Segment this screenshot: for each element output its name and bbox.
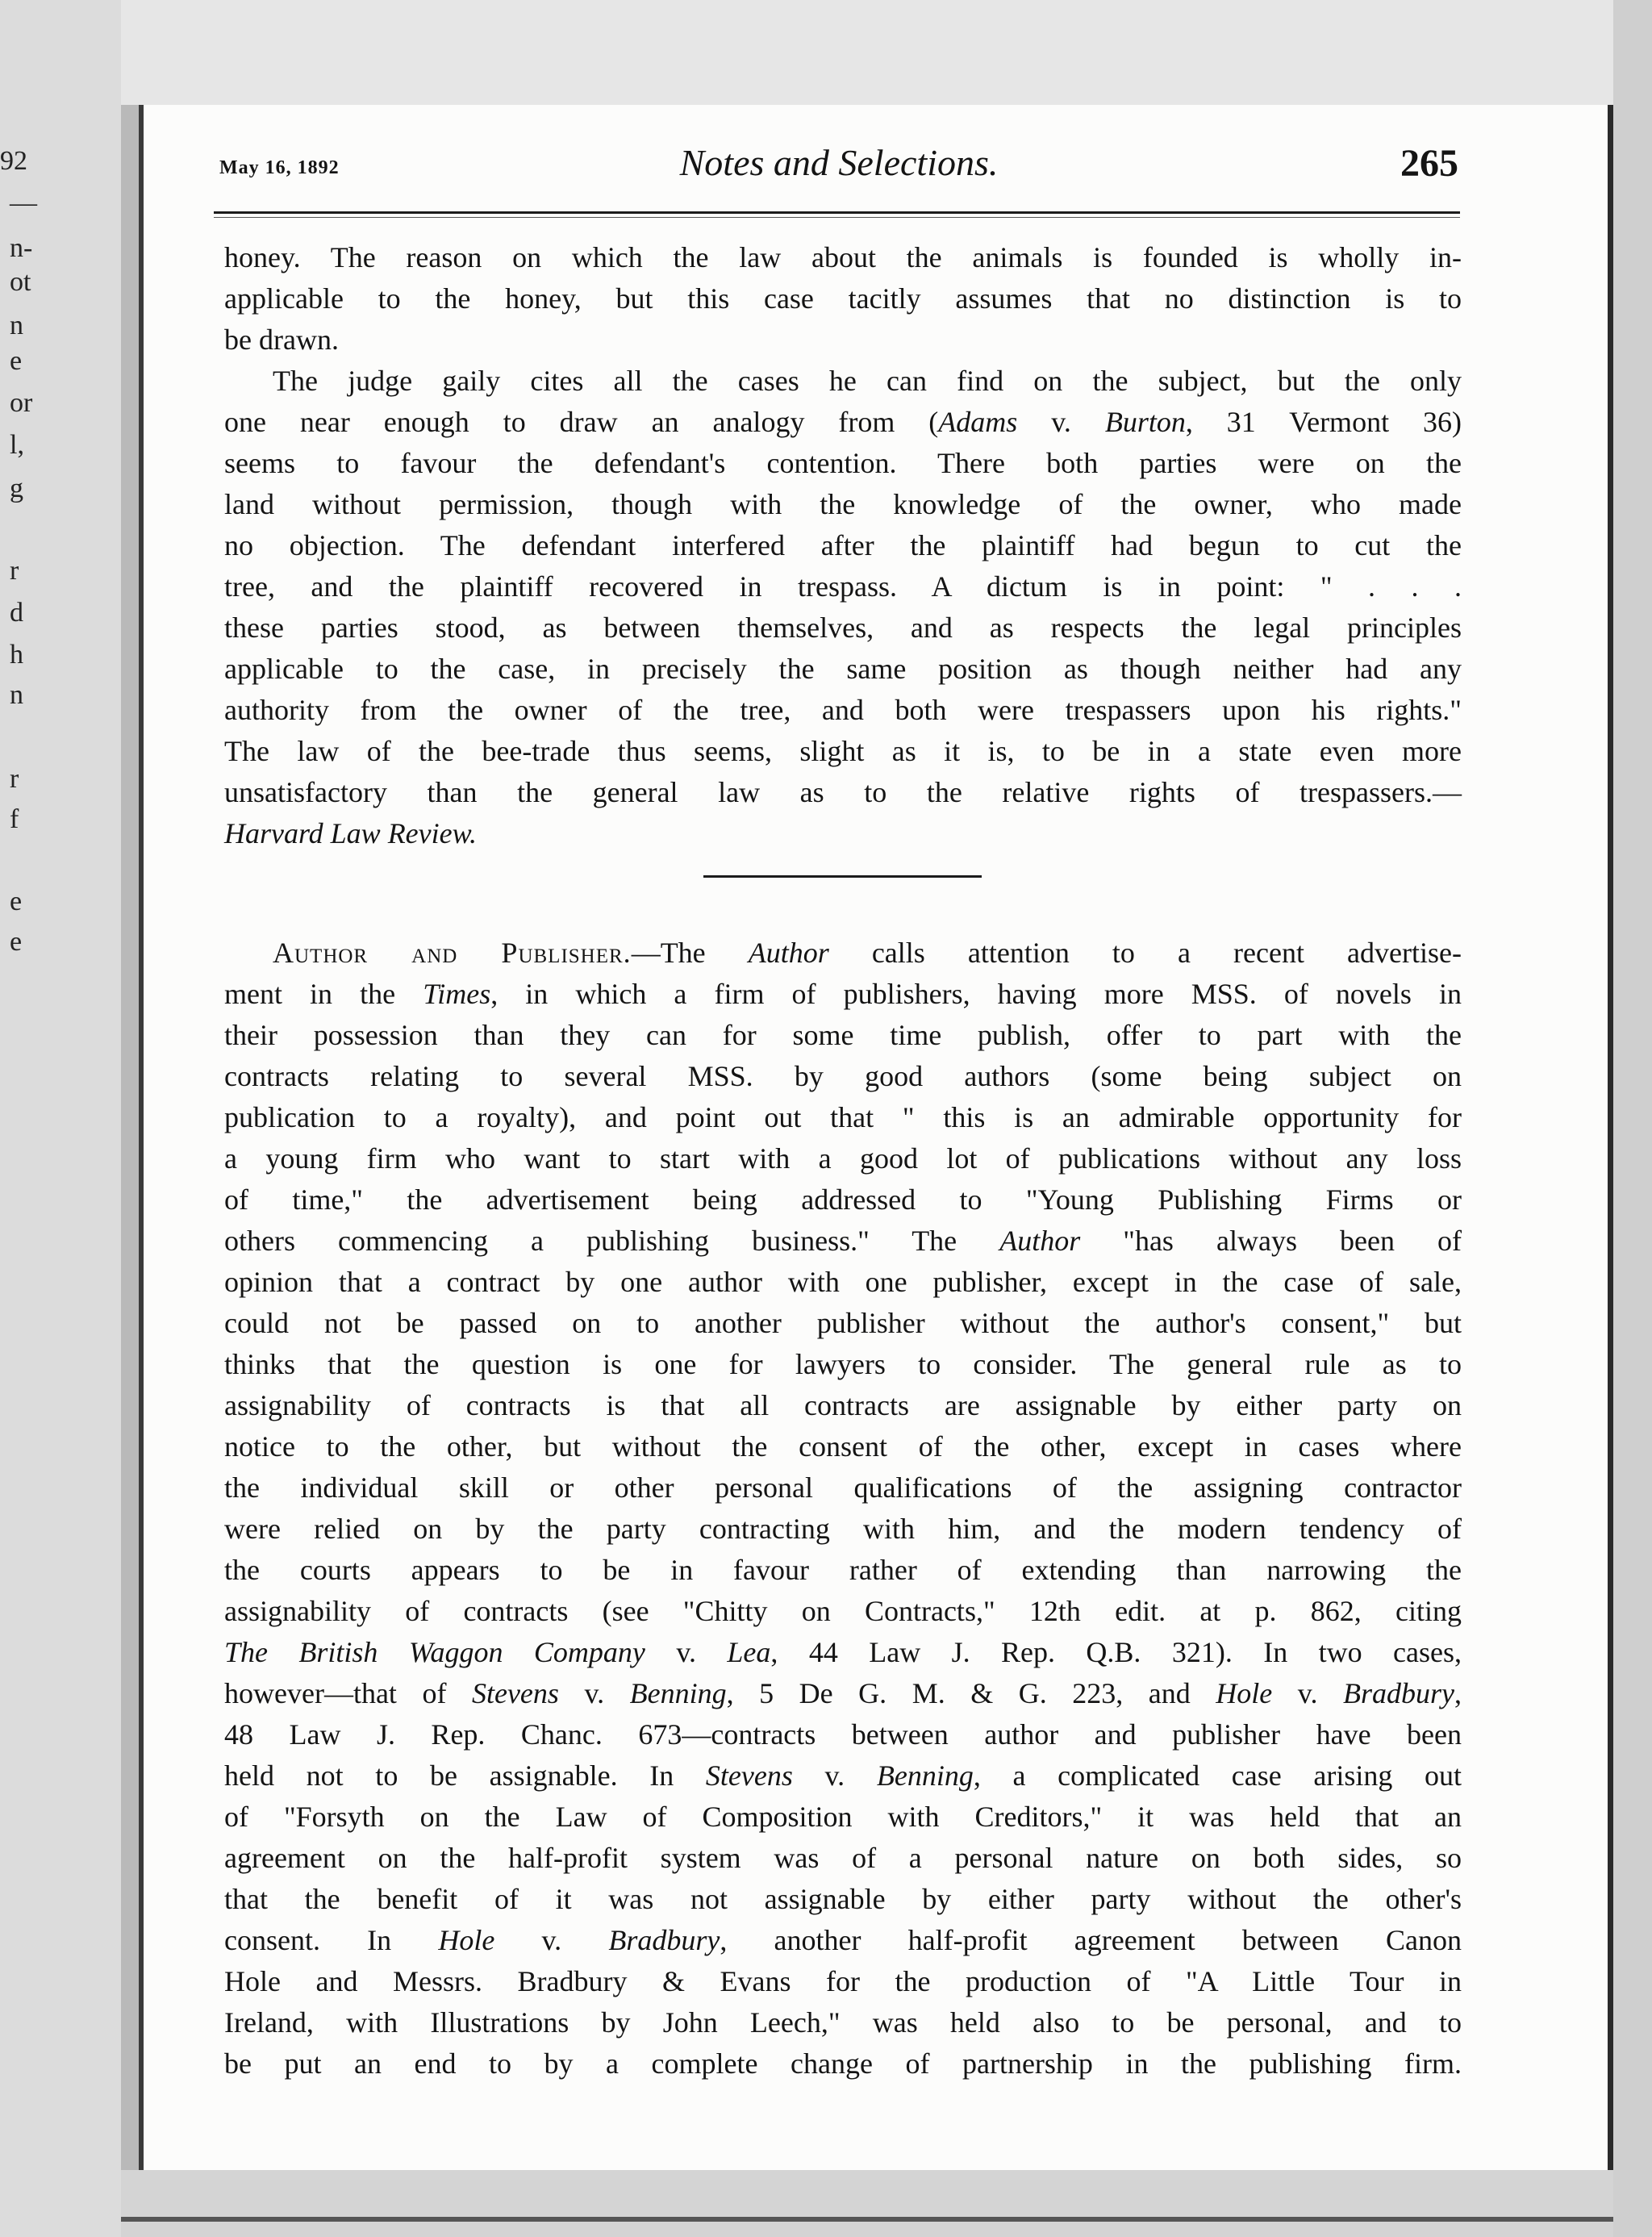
margin-fragment: or [10,388,33,418]
margin-fragment: d [10,598,23,628]
line-segment: "has always been of [1080,1225,1462,1257]
line-segment: —The [631,937,749,969]
margin-fragment: e [10,927,23,957]
case-name: Benning [629,1677,727,1709]
top-edge-noise [121,0,1613,105]
text-line: authority from the owner of the tree, and both were trespassers upon his rights." [224,694,1462,726]
margin-fragment: 92 [0,146,27,176]
margin-fragment: f [10,804,19,834]
line-segment: v. [1272,1677,1343,1709]
text-line: of "Forsyth on the Law of Composition with Creditors," it was held that an [224,1801,1462,1833]
text-line: The law of the bee-trade thus seems, slight as it is, to be in a state even more [224,735,1462,767]
text-line: the individual skill or other personal qualifications of the assigning contractor [224,1471,1462,1504]
bottom-edge-line [121,2217,1613,2222]
line-segment: , [1454,1677,1462,1709]
margin-fragment: e [10,346,23,376]
margin-fragment: n- [10,233,33,263]
paragraph-author-publisher [224,933,1462,2085]
margin-fragment: n [10,311,23,340]
text-line: be drawn. [224,323,339,356]
margin-fragment: h [10,640,23,670]
line-segment: calls attention to a recent advertise- [828,937,1462,969]
paragraph-honey [224,237,1462,361]
text-line: of time," the advertisement being addressed to "Young Publishing Firms or [224,1183,1462,1216]
line-segment: , 44 Law J. Rep. Q.B. 321). In two cases, [770,1636,1462,1668]
text-line: these parties stood, as between themselves, and as respects the legal principles [224,611,1462,644]
header-rule [214,211,1460,214]
text-line: Hole and Messrs. Bradbury & Evans for the production of "A Little Tour in [224,1965,1462,1997]
line-segment: ment in the [224,978,423,1010]
margin-fragment: — [10,188,37,218]
line-segment: , another half-profit agreement between Canon [720,1924,1462,1956]
line-segment: one near enough to draw an analogy from ( [224,406,939,438]
text-line [224,933,1462,974]
text-line: be put an end to by a complete change of partnership in the publishing firm. [224,2047,1462,2080]
margin-fragment: ot [10,267,31,297]
case-name: Bradbury [1343,1677,1454,1709]
article-bee-trade [224,237,1462,854]
publication-name: Author [748,937,829,969]
section-heading: Author and Publisher. [273,937,632,969]
margin-fragment: e [10,887,23,916]
margin-fragment: n [10,680,23,710]
line-segment: , 5 De G. M. & G. 223, and [726,1677,1216,1709]
running-title: Notes and Selections. [679,142,999,183]
text-line: that the benefit of it was not assignable by either party without the other's [224,1883,1462,1915]
right-page-edge [1613,0,1652,2237]
case-name: Lea [727,1636,771,1668]
margin-fragment: g [10,474,23,503]
case-name: Stevens [705,1759,793,1792]
text-line: 48 Law J. Rep. Chanc. 673—contracts between author and publisher have been [224,1718,1462,1751]
line-segment: , 31 Vermont 36) [1185,406,1462,438]
margin-fragment: l, [10,430,24,460]
source-citation: Harvard Law Review. [224,817,477,849]
line-segment: , a complicated case arising out [973,1759,1462,1792]
text-line: opinion that a contract by one author with one publisher, except in the case of sale, [224,1266,1462,1298]
article-author-and-publisher [224,933,1462,2085]
publication-name: Author [999,1225,1081,1257]
case-name: The British Waggon Company [224,1636,645,1668]
text-line [224,974,1462,1015]
publication-name: Times [423,978,491,1010]
header-rule-thin [214,217,1460,218]
text-line: could not be passed on to another publisher without the author's consent," but [224,1307,1462,1339]
section-separator [703,875,982,878]
line-segment: v. [1017,406,1105,438]
text-line: land without permission, though with the knowledge of the owner, who made [224,488,1462,520]
text-line: thinks that the question is one for lawyers to consider. The general rule as to [224,1348,1462,1380]
text-line [224,402,1462,443]
text-line [224,1920,1462,1961]
text-line: applicable to the case, in precisely the same position as though neither had any [224,653,1462,685]
line-segment: others commencing a publishing business." The [224,1225,1000,1257]
line-segment: v. [645,1636,728,1668]
text-line [224,1221,1462,1262]
text-line: publication to a royalty), and point out that " this is an admirable opportunity for [224,1101,1462,1133]
text-line: unsatisfactory than the general law as to the relative rights of trespassers.— [224,776,1462,808]
text-line: notice to the other, but without the consent of the other, except in cases where [224,1430,1462,1463]
margin-fragment: r [10,764,19,794]
text-line [224,1673,1462,1714]
text-line: the courts appears to be in favour rather of extending than narrowing the [224,1554,1462,1586]
text-line: assignability of contracts (see "Chitty on Contracts," 12th edit. at p. 862, citing [224,1595,1462,1627]
line-segment: v. [558,1677,630,1709]
text-line: seems to favour the defendant's contention. There both parties were on the [224,447,1462,479]
line-segment: v. [792,1759,877,1792]
text-line: were relied on by the party contracting with him, and the modern tendency of [224,1513,1462,1545]
line-segment: v. [494,1924,609,1956]
case-name: Bradbury [608,1924,720,1956]
bottom-edge-noise [121,2170,1613,2237]
text-line: honey. The reason on which the law about the animals is founded is wholly in- [224,241,1462,273]
case-name: Adams [938,406,1018,438]
text-line [224,1632,1462,1673]
text-line: no objection. The defendant interfered after the plaintiff had begun to cut the [224,529,1462,561]
text-line: Ireland, with Illustrations by John Leech," was held also to be personal, and to [224,2006,1462,2039]
line-segment: , in which a firm of publishers, having more MSS. of novels in [490,978,1462,1010]
case-name: Burton [1104,406,1186,438]
text-line: agreement on the half-profit system was of a personal nature on both sides, so [224,1842,1462,1874]
line-segment: held not to be assignable. In [224,1759,706,1792]
text-line: contracts relating to several MSS. by good authors (some being subject on [224,1060,1462,1092]
text-line: assignability of contracts is that all contracts are assignable by either party on [224,1389,1462,1421]
left-binding-shadow [121,0,139,2237]
margin-fragment: r [10,556,19,586]
case-name: Hole [438,1924,495,1956]
text-line: applicable to the honey, but this case tacitly assumes that no distinction is to [224,282,1462,315]
issue-date: May 16, 1892 [219,157,340,178]
case-name: Hole [1216,1677,1273,1709]
paragraph-judge-cases [224,361,1462,854]
text-line: tree, and the plaintiff recovered in trespass. A dictum is in point: " . . . [224,570,1462,603]
page-header [219,141,1458,198]
text-line: a young firm who want to start with a good lot of publications without any loss [224,1142,1462,1175]
line-segment: consent. In [224,1924,439,1956]
text-line: The judge gaily cites all the cases he can find on the subject, but the only [273,365,1462,397]
line-segment: however—that of [224,1677,472,1709]
text-line [224,1755,1462,1797]
text-line: their possession than they can for some time publish, offer to part with the [224,1019,1462,1051]
case-name: Stevens [471,1677,559,1709]
case-name: Benning [876,1759,974,1792]
left-gutter-line [139,0,144,2237]
right-edge-line [1608,0,1613,2237]
page-number: 265 [1400,142,1458,185]
